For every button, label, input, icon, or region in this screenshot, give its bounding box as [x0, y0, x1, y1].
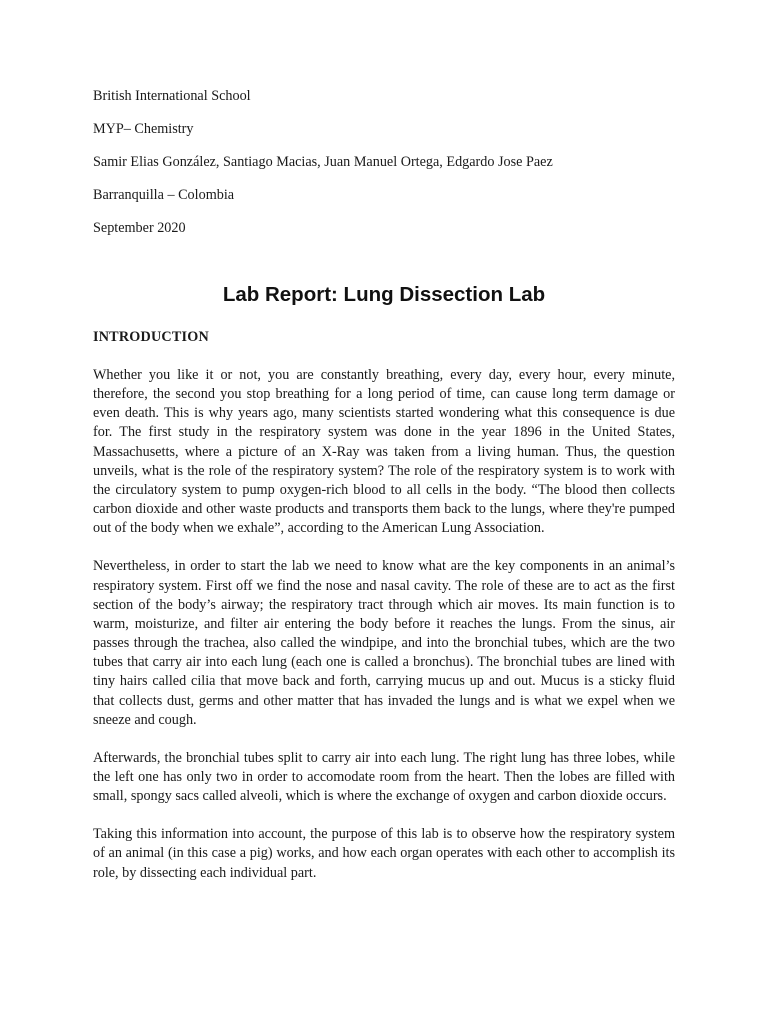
introduction-heading: INTRODUCTION — [93, 329, 209, 345]
school-name: British International School — [93, 88, 251, 104]
intro-paragraph-2: Nevertheless, in order to start the lab we need to know what are the key components in an animal’s respiratory system. First off we find the nose and nasal cavity. The role of these are to act as the first section of the body’s airway; the respiratory tract through which air moves. Its main function is to warm, moisturize, and filter air entering the body before it reaches the lungs. From the sinus, air passes through the trachea, also called the windpipe, and into the bronchial tubes, which are the two tubes that carry air into each lung (each one is called a bronchus). The bronchial tubes are lined with tiny hairs called cilia that move back and forth, carrying mucus up and out. Mucus is a sticky fluid that collects dust, germs and other matter that has invaded the lungs and is what we expel when we sneeze and cough. — [93, 558, 675, 728]
location-line: Barranquilla – Colombia — [93, 187, 235, 203]
document-page — [93, 86, 675, 883]
report-title: Lab Report: Lung Dissection Lab — [222, 283, 546, 306]
intro-paragraph-1: Whether you like it or not, you are constantly breathing, every day, every hour, every minute, therefore, the second you stop breathing for a long period of time, can cause long term damage or even death. This is why years ago, many scientists started wondering what this consequence is due for. The first study in the respiratory system was done in the year 1896 in the United States, Massachusetts, where a picture of an X-Ray was taken from a living human. Thus, the question unveils, what is the role of the respiratory system? The role of the respiratory system is to work with the circulatory system to pump oxygen-rich blood to all cells in the body. “The blood then collects carbon dioxide and other waste products and transports them back to the lungs, where they're pumped out of the body when we exhale”, according to the American Lung Association. — [93, 367, 675, 537]
intro-paragraph-4: Taking this information into account, the purpose of this lab is to observe how the respiratory system of an animal (in this case a pig) works, and how each organ operates with each other to accomplish its role, by dissecting each individual part. — [93, 826, 675, 881]
intro-paragraph-3: Afterwards, the bronchial tubes split to carry air into each lung. The right lung has three lobes, while the left one has only two in order to accomodate room from the heart. Then the lobes are filled with small, spongy sacs called alveoli, which is where the exchange of oxygen and carbon dioxide occurs. — [93, 749, 675, 805]
authors-line: Samir Elias González, Santiago Macias, Juan Manuel Ortega, Edgardo Jose Paez — [93, 154, 553, 170]
date-line: September 2020 — [93, 220, 186, 236]
document-header — [93, 86, 675, 238]
subject-line: MYP– Chemistry — [93, 121, 194, 137]
